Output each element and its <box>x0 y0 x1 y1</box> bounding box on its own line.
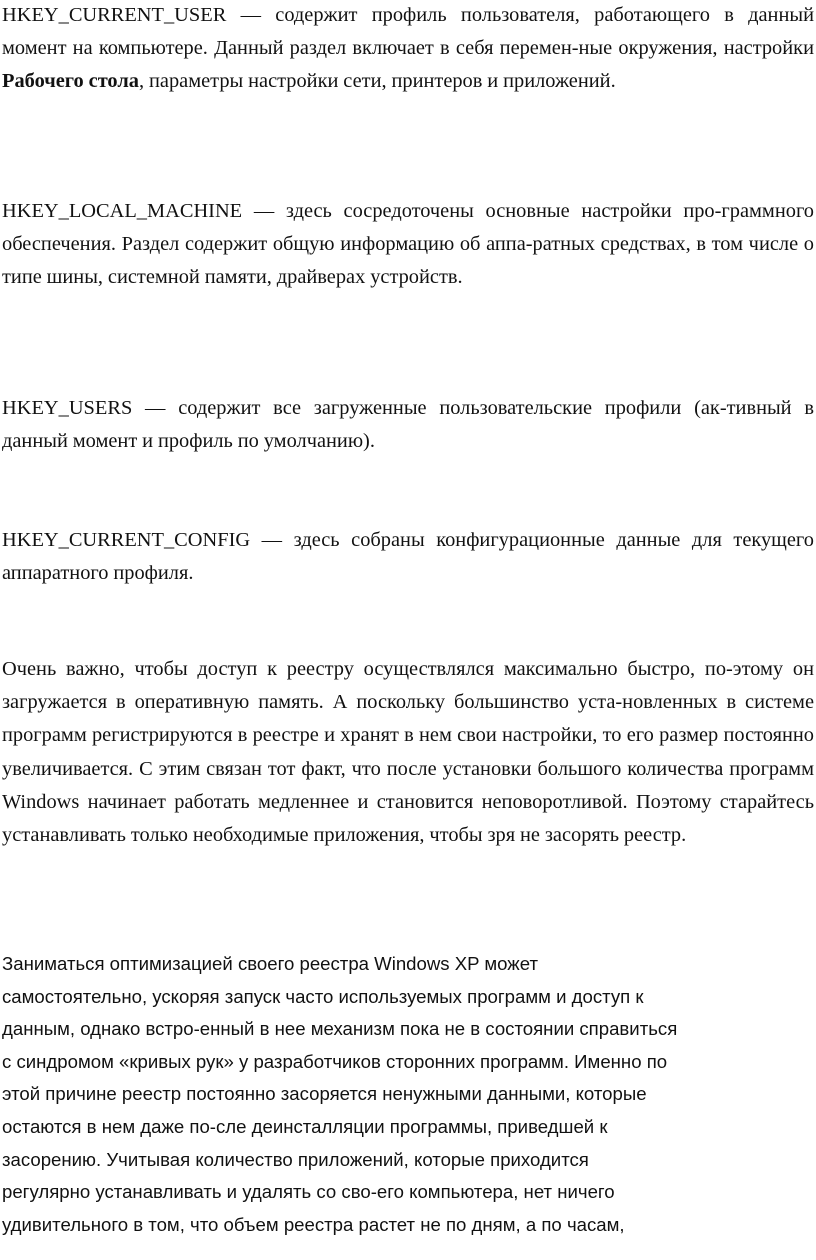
optimization-line: остаются в нем даже по-сле деинсталляции программы, приведшей к <box>2 1115 608 1137</box>
paragraph-hkey-current-user <box>0 0 814 99</box>
optimization-line: Заниматься оптимизацией своего реестра Windows XP может <box>2 953 538 974</box>
optimization-line: самостоятельно, ускоряя запуск часто используемых программ и доступ к <box>2 985 644 1007</box>
paragraph-hkey-local-machine: HKEY_LOCAL_MACHINE — здесь сосредоточены основные настройки про-граммного обеспечения. Раздел содержит общую информацию об аппа-ратных средствах, в том числе о типе шины, системной памяти, драйверах устройств. <box>2 200 814 289</box>
paragraph-hkey-current-config: HKEY_CURRENT_CONFIG — здесь собраны конфигурационные данные для текущего аппаратного профиля. <box>2 529 814 585</box>
optimization-line: с синдромом «кривых рук» у разработчиков сторонних программ. Именно по <box>2 1050 668 1072</box>
optimization-line: регулярно устанавливать и удалять со сво-его компьютера, нет ничего <box>2 1181 615 1203</box>
optimization-line: данным, однако встро-енный в нее механизм пока не в состоянии справиться <box>2 1018 678 1040</box>
paragraph-hkey-users: HKEY_USERS — содержит все загруженные пользовательские профили (ак-тивный в данный момент и профиль по умолчанию). <box>2 397 814 453</box>
hkcu-bold-desktop: Рабочего стола <box>2 70 139 93</box>
hkcu-text-end: , параметры настройки сети, принтеров и приложений. <box>139 70 616 93</box>
optimization-line: засорению. Учитывая количество приложений, которые приходится <box>2 1148 589 1170</box>
paragraph-registry-optimization <box>0 948 814 1241</box>
hkcu-text-start: HKEY_CURRENT_USER — содержит профиль пользователя, работающего в данный момент на компьютере. Данный раздел включает в себя перемен-ные окружения, настройки <box>2 4 814 60</box>
optimization-line: этой причине реестр постоянно засоряется ненужными данными, которые <box>2 1083 647 1105</box>
optimization-line: удивительного в том, что объем реестра растет не по дням, а по часам, <box>2 1213 625 1235</box>
paragraph-registry-speed: Очень важно, чтобы доступ к реестру осуществлялся максимально быстро, по-этому он загружается в оперативную память. А поскольку большинство уста-новленных в системе программ регистрируются в реестре и хранят в нем свои настройки, то его размер постоянно увеличивается. С этим связан тот факт, что после установки большого количества программ Windows начинает работать медленнее и становится неповоротливой. Поэтому старайтесь устанавливать только необходимые приложения, чтобы зря не засорять реестр. <box>2 658 814 847</box>
